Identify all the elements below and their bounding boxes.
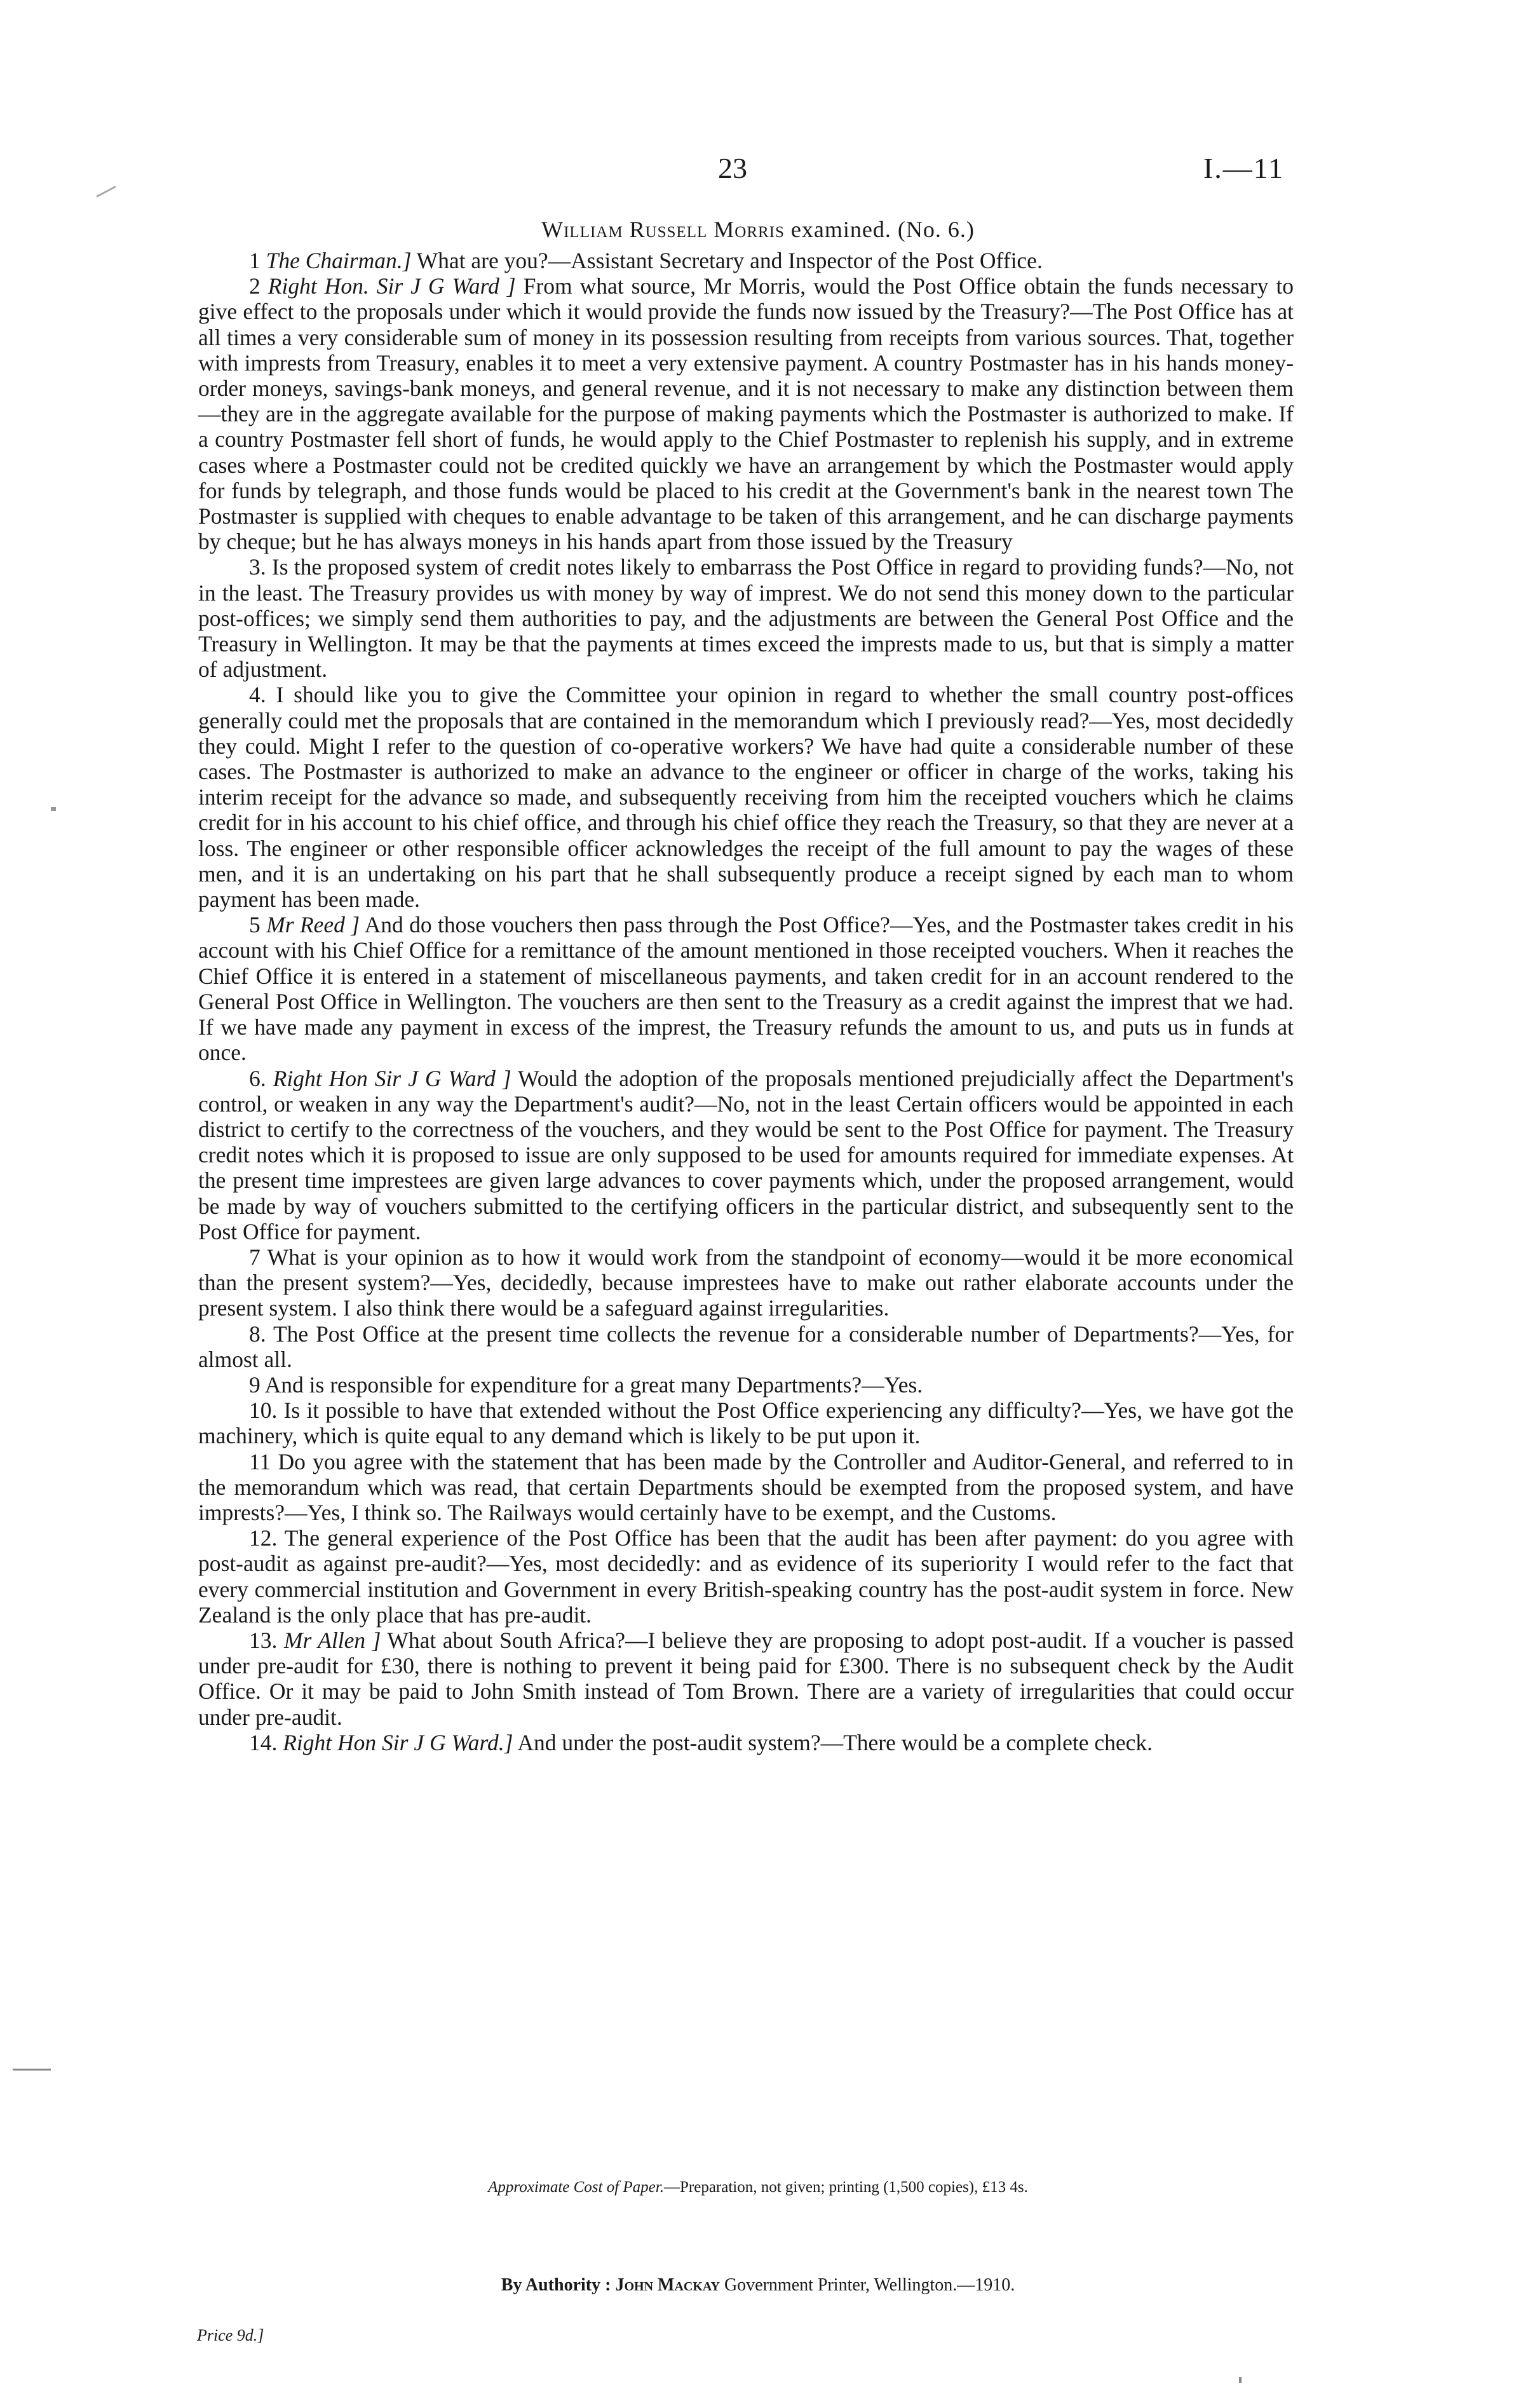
testimony-paragraph — [198, 554, 1294, 682]
question-number: 11 — [249, 1448, 271, 1474]
testimony-paragraph — [198, 1066, 1294, 1244]
cost-text: —Preparation, not given; printing (1,500 copies), £13 4s. — [664, 2179, 1028, 2196]
authority-label: By Authority : — [501, 2275, 611, 2295]
scan-mark — [96, 186, 116, 198]
question-number: 6. — [249, 1065, 266, 1091]
testimony-paragraph — [198, 1525, 1294, 1628]
cost-of-paper-note — [0, 2179, 1516, 2196]
testimony-paragraph — [198, 1398, 1294, 1448]
witness-name: William Russell Morris — [541, 217, 785, 242]
paragraph-text: From what source, Mr Morris, would the Post Office obtain the funds necessary to give effect to the proposals under which it would provide the funds now issued by the Treasury?—The Post Office has at all times a very considerable sum of money in its possession resulting from receipts from various sources. That, together with imprests from Treasury, enables it to meet a very extensive payment. A country Postmaster has in his hands money-order moneys, savings-bank moneys, and general revenue, and it is not necessary to make any distinction between them—they are in the aggregate available for the purpose of making payments which the Postmaster is authorized to make. If a country Postmaster fell short of funds, he would apply to the Chief Postmaster to replenish his supply, and in extreme cases where a Postmaster could not be credited quickly we have an arrangement by which the Postmaster would apply for funds by telegraph, and those funds would be placed to his credit at the Government's bank in the nearest town The Postmaster is supplied with cheques to enable advantage to be taken of this arrangement, and he can discharge payments by cheque; but he has always moneys in his hands apart from those issued by the Treasury — [198, 273, 1294, 555]
question-number: 13. — [249, 1627, 278, 1653]
testimony-paragraph — [198, 1628, 1294, 1730]
paragraph-text: Do you agree with the statement that has been made by the Controller and Auditor-General, and referred to in the memorandum which was read, that certain Departments should be exempted from the proposed system, and have imprests?—Yes, I think so. The Railways would certainly have to be exempt, and the Customs. — [198, 1448, 1294, 1525]
question-number: 3. — [249, 554, 266, 580]
scan-mark — [51, 807, 56, 811]
question-number: 5 — [249, 912, 261, 938]
session-number: (No. 6.) — [897, 217, 975, 242]
testimony-paragraph — [198, 1449, 1294, 1526]
testimony-paragraph — [198, 1321, 1294, 1372]
paragraph-text: The Post Office at the present time collects the revenue for a considerable number of Departments?—Yes, for almost all. — [198, 1321, 1294, 1372]
question-number: 7 — [249, 1244, 261, 1270]
scan-mark — [1239, 2377, 1242, 2383]
printer-details: Government Printer, Wellington.—1910. — [724, 2275, 1015, 2295]
paragraph-text: Is it possible to have that extended without the Post Office experiencing any difficulty?—Yes, we have got the machinery, which is quite equal to any demand which is likely to be put upon it. — [198, 1398, 1294, 1449]
page-number: 23 — [718, 152, 747, 184]
witness-suffix: examined. — [790, 217, 891, 242]
paragraph-text: Is the proposed system of credit notes likely to embarrass the Post Office in regard to providing funds?—No, not in the least. The Treasury provides us with money by way of imprest. We do not send this money down to the particular post-offices; we simply send them authorities to pay, and the adjustments are between the General Post Office and the Treasury in Wellington. It may be that the payments at times exceed the imprests made to us, but that is simply a matter of adjustment. — [198, 554, 1294, 683]
witness-heading — [0, 216, 1516, 243]
paragraph-text: And under the post-audit system?—There would be a complete check. — [517, 1729, 1153, 1755]
printer-name: John Mackay — [615, 2275, 720, 2295]
speaker: Right Hon. Sir J G Ward ] — [267, 273, 516, 299]
testimony-paragraph — [198, 248, 1294, 273]
speaker: Mr Allen ] — [283, 1627, 381, 1653]
question-number: 10. — [249, 1398, 278, 1424]
testimony-paragraph — [198, 1372, 1294, 1398]
paragraph-text: And do those vouchers then pass through the Post Office?—Yes, and the Postmaster takes credit in his account with his Chief Office for a remittance of the amount mentioned in those receipted vouchers. When it reaches the Chief Office it is entered in a statement of miscellaneous payments, and taken credit for in an account rendered to the General Post Office in Wellington. The vouchers are then sent to the Treasury as a credit against the imprest that we had. If we have made any payment in excess of the imprest, the Treasury refunds the amount to us, and puts us in funds at once. — [198, 912, 1294, 1066]
paragraph-text: I should like you to give the Committee your opinion in regard to whether the small country post-offices generally could met the proposals that are contained in the memorandum which I previously read?—Yes, most decidedly they could. Might I refer to the question of co-operative workers? We have had quite a considerable number of these cases. The Postmaster is authorized to make an advance to the engineer or officer in charge of the works, taking his interim receipt for the advance so made, and subsequently receiving from him the receipted vouchers which he claims credit for in his account to his chief office, and through his chief office they reach the Treasury, so that they are never at a loss. The engineer or other responsible officer acknowledges the receipt of the full amount to pay the wages of these men, and it is an undertaking on his part that he shall subsequently produce a receipt signed by each man to whom payment has been made. — [198, 682, 1294, 913]
testimony-paragraph — [198, 273, 1294, 554]
testimony-paragraph — [198, 1244, 1294, 1321]
question-number: 4. — [249, 682, 266, 708]
testimony-paragraph — [198, 912, 1294, 1065]
paragraph-text: Would the adoption of the proposals mentioned prejudicially affect the Department's control, or weaken in any way the Department's audit?—No, not in the least Certain officers would be appointed in each district to certify to the correctness of the vouchers, and they would be sent to the Post Office for payment. The Treasury credit notes which it is proposed to issue are only supposed to be used for amounts required for immediate expenses. At the present time imprestees are given large advances to cover payments which, under the proposed arrangement, would be made by way of vouchers submitted to the certifying officers in the particular district, and subsequently sent to the Post Office for payment. — [198, 1065, 1294, 1244]
paragraph-text: What are you?—Assistant Secretary and Inspector of the Post Office. — [416, 248, 1043, 273]
speaker: Right Hon Sir J G Ward ] — [273, 1065, 511, 1091]
paragraph-text: What about South Africa?—I believe they are proposing to adopt post-audit. If a voucher is passed under pre-audit for £30, there is nothing to prevent it being paid for £300. There is no subsequent check by the Audit Office. Or it may be paid to John Smith instead of Tom Brown. There are a variety of irregularities that could occur under pre-audit. — [198, 1627, 1294, 1730]
paragraph-text: And is responsible for expenditure for a great many Departments?—Yes. — [264, 1371, 923, 1398]
scan-mark — [13, 2069, 51, 2071]
speaker: Mr Reed ] — [266, 912, 360, 938]
testimony-paragraph — [198, 682, 1294, 912]
price-note: Price 9d.] — [197, 2326, 264, 2344]
question-number: 8. — [249, 1321, 266, 1347]
testimony-paragraph — [198, 1730, 1294, 1755]
question-number: 9 — [249, 1371, 261, 1398]
question-number: 2 — [249, 273, 261, 299]
cost-label: Approximate Cost of Paper. — [488, 2179, 664, 2196]
paragraph-text: The general experience of the Post Office has been that the audit has been after payment: do you agree with post-audit as against pre-audit?—Yes, most decidedly: and as evidence of its superiority I would refer to the fact that every commercial institution and Government in every British-speaking country has the post-audit system in force. New Zealand is the only place that has pre-audit. — [198, 1525, 1294, 1628]
testimony-body — [198, 248, 1294, 1755]
printer-authority-line — [0, 2275, 1516, 2296]
question-number: 1 — [249, 248, 261, 273]
speaker: The Chairman.] — [266, 248, 412, 273]
document-code: I.—11 — [1203, 152, 1284, 184]
question-number: 12. — [249, 1525, 278, 1551]
question-number: 14. — [249, 1729, 278, 1755]
speaker: Right Hon Sir J G Ward.] — [283, 1729, 513, 1755]
paragraph-text: What is your opinion as to how it would work from the standpoint of economy—would it be more economical than the present system?—Yes, decidedly, because imprestees have to make out rather elaborate accounts under the present system. I also think there would be a safeguard against irregularities. — [198, 1244, 1294, 1321]
